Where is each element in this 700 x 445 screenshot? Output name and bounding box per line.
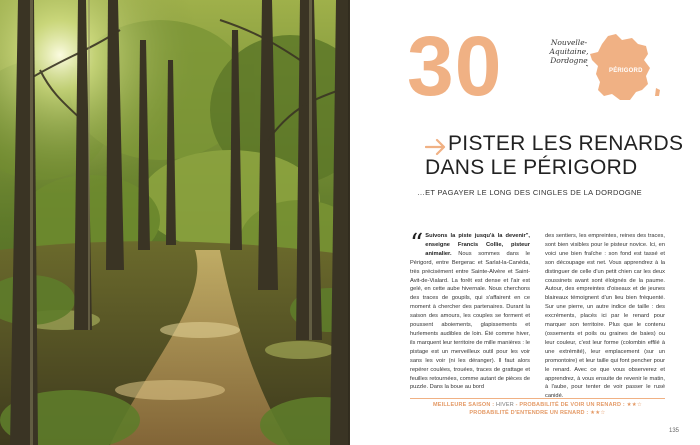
- body-text-1: Nous sommes dans le Périgord, entre Bergerac et Sarlat-la-Canéda, très précisément entre Sainte-Alvère et Saint-Avit-de-Vialard. La forêt est dense et l'air est gelé, en cette aube hivernale. Nous cherchons des traces de goupils, qui s'affairent en ce moment à chercher des partenaires. Durant la saison des amours, les couples se forment et poussent aboiements, glapissements et hurlements audibles de loin. Été comme hiver, ils marquent leur territoire de mille manières : le pistage est un merveilleux outil pour les voir sans les voir (ni les déranger). Il faut alors repérer coulées, trouées, traces de grattage et feuilles retournées, comme autant de pièces de puzzle. Dans la boue au bord: [410, 250, 530, 391]
- department-label: PÉRIGORD: [609, 68, 643, 74]
- page-title: [425, 132, 698, 180]
- page-number: 135: [669, 428, 680, 434]
- title-line-2: DANS LE PÉRIGORD: [425, 156, 638, 179]
- footer-line-1: [410, 401, 665, 409]
- hear-probability-label: PROBABILITÉ D'ENTENDRE UN RENARD :: [469, 410, 591, 416]
- title-line-1: PISTER LES RENARDS: [448, 132, 684, 155]
- footer-info: [410, 401, 665, 417]
- region-line-2: Dordogne: [550, 56, 588, 65]
- page-subtitle: …ET PAGAYER LE LONG DES CINGLES DE LA DORDOGNE: [417, 188, 642, 197]
- arrow-right-icon: [425, 137, 447, 157]
- chapter-number: 30: [407, 19, 503, 113]
- season-value: HIVER: [494, 402, 514, 408]
- see-probability-stars: ★★☆: [626, 402, 643, 408]
- open-quote-icon: “: [410, 229, 424, 259]
- body-lead: Suivons la piste jusqu'à la devenir", enseigne Francis Collie, pisteur animalier.: [425, 233, 530, 257]
- footer-line-2: [410, 409, 665, 417]
- see-probability-label: - PROBABILITÉ DE VOIR UN RENARD :: [513, 402, 627, 408]
- text-page: [350, 0, 700, 445]
- footer-divider: [410, 398, 665, 399]
- region-line-1: Nouvelle-Aquitaine,: [549, 38, 589, 56]
- hear-probability-stars: ★★☆: [590, 410, 606, 416]
- body-text-2: des sentiers, les empreintes, reines des traces, sont bien visibles pour le pisteur novice. Ici, en voici une bien fraîche : son fond est tassé et son découpage est net. Vous apprendrez à la distinguer de celle d'un petit chien car les deux coussinets avant sont éloignés de la paume. Autour, des empreintes d'oiseaux et de jeunes blaireaux témoignent d'un lieu bien fréquenté. Sur une pierre, un autre indice de taille : des excréments, placés ici par le renard pour marquer son territoire. Plus que le contenu (ossements et poils ou graines de baies) ou leur couleur, c'est leur forme (colombin effilé à une extrémité), leur emplacement (sur un promontoire) et leur taille qui font pencher pour le renard. Avec ce que vous observerez et apprendrez, à vous ensuite de revenir le matin, à l'aube, pour tenter de voir passer le rusé canidé.: [545, 233, 665, 400]
- season-label: MEILLEURE SAISON :: [432, 402, 495, 408]
- body-column-2: [545, 232, 665, 401]
- body-column-1: [410, 229, 530, 392]
